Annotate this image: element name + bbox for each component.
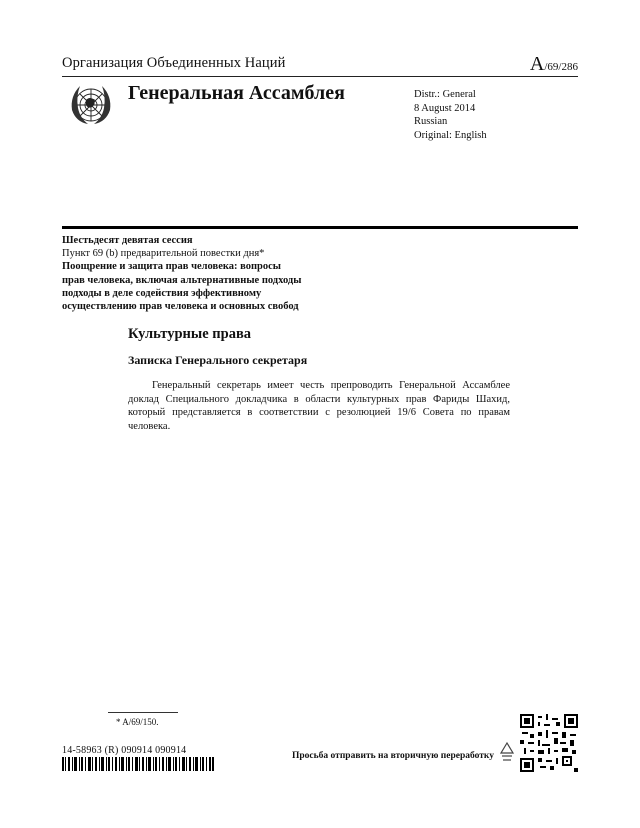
note-title: Записка Генерального секретаря	[128, 353, 308, 367]
section-title: Культурные права	[128, 326, 252, 342]
agenda-topic-line: подходы в деле содействия эффективному	[62, 287, 262, 299]
recycle-note: Просьба отправить на вторичную переработку	[292, 751, 494, 761]
session-title: Шестьдесят девятая сессия	[62, 235, 193, 246]
document-symbol	[530, 53, 578, 76]
barcode-icon	[62, 757, 214, 771]
organization-name: Организация Объединенных Наций	[62, 55, 286, 71]
symbol-number: /69/286	[544, 61, 578, 73]
agenda-item: Пункт 69 (b) предварительной повестки дня*	[62, 248, 265, 260]
agenda-topic-line: осуществлению прав человека и основных свобод	[62, 301, 299, 313]
session-block	[62, 234, 362, 313]
language: Russian	[414, 116, 448, 127]
qr-code-icon	[520, 714, 578, 772]
assembly-title: Генеральная Ассамблея	[128, 82, 345, 104]
title-divider	[62, 226, 578, 229]
agenda-topic-line: Поощрение и защита прав человека: вопросы	[62, 261, 281, 273]
un-emblem-icon	[64, 80, 118, 134]
distribution: Distr.: General	[414, 89, 476, 100]
header-divider	[62, 76, 578, 77]
footnote: * A/69/150.	[116, 717, 159, 727]
agenda-topic-line: прав человека, включая альтернативные подходы	[62, 274, 302, 286]
original-language: Original: English	[414, 129, 487, 141]
symbol-letter: A	[529, 53, 545, 75]
body-paragraph: Генеральный секретарь имеет честь препроводить Генеральной Ассамблее доклад Специального докладчика в области культурных прав Фариды Шахид, который представляется в соответствии с резолюцией 19/6 Совета по правам человека.	[128, 380, 510, 432]
recycle-icon	[498, 741, 516, 763]
footnote-divider	[108, 712, 178, 713]
distribution-block	[414, 88, 487, 142]
job-number: 14-58963 (R) 090914 090914	[62, 745, 187, 756]
issue-date: 8 August 2014	[414, 102, 476, 114]
